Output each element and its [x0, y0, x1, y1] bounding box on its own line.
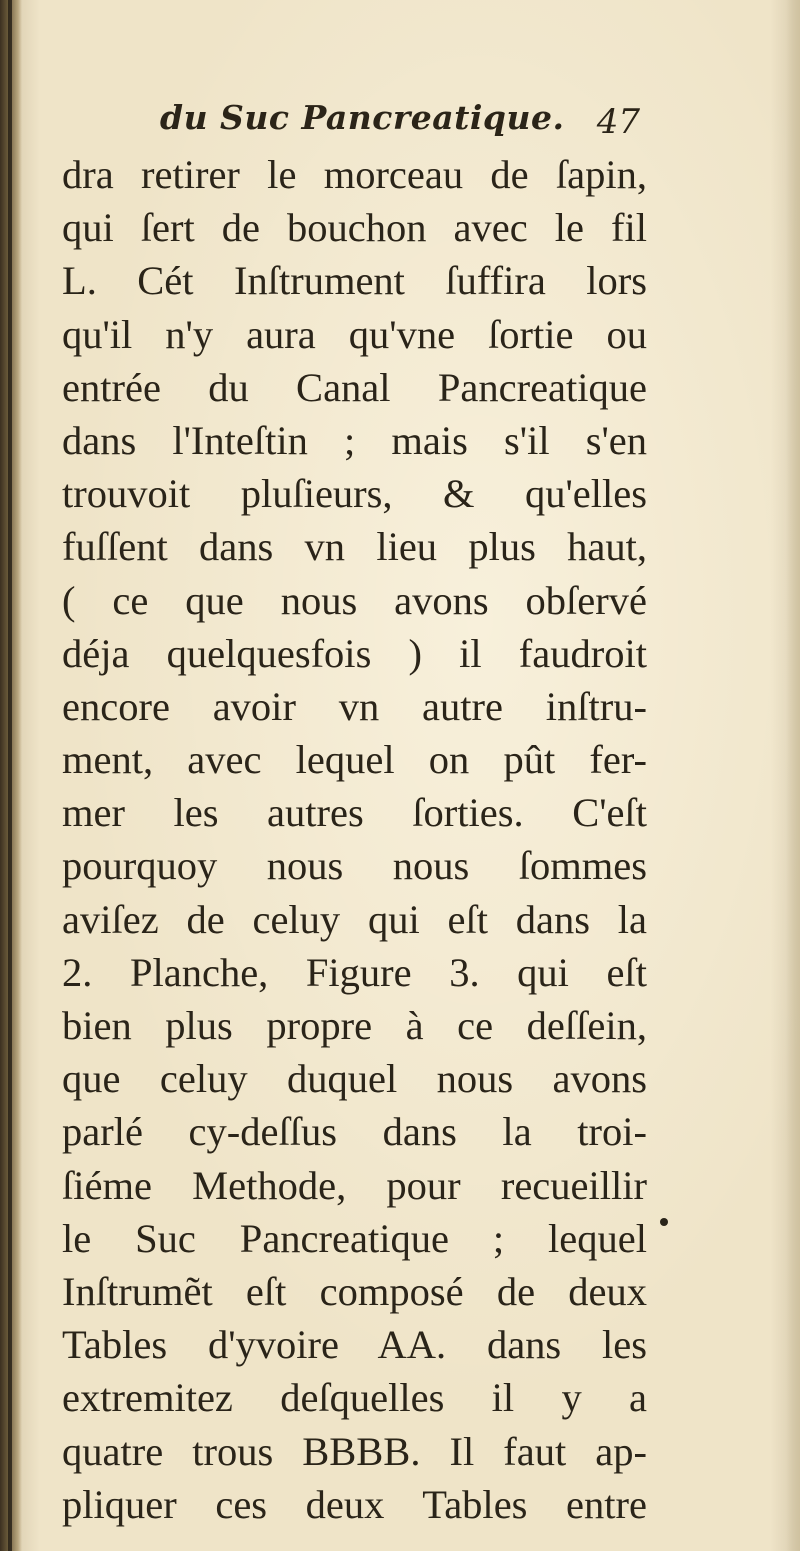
- text-line: fuſſent dans vn lieu plus haut,: [62, 524, 647, 570]
- page-right-edge: [786, 0, 800, 1551]
- text-line: encore avoir vn autre inſtru-: [62, 683, 647, 729]
- ink-speck: [660, 1218, 668, 1226]
- text-line: pourquoy nous nous ſommes: [62, 843, 647, 889]
- text-line: extremitez deſquelles il y a: [62, 1375, 647, 1421]
- text-line: qui ſert de bouchon avec le fil: [62, 205, 647, 251]
- text-line: déja quelquesfois ) il faudroit: [62, 630, 647, 676]
- text-line: Inſtrumẽt eſt composé de deux: [62, 1268, 647, 1314]
- text-line: qu'il n'y aura qu'vne ſortie ou: [62, 311, 647, 357]
- gutter-shadow-line: [8, 0, 12, 1551]
- page-number: 47: [596, 102, 640, 142]
- text-line: le Suc Pancreatique ; lequel: [62, 1215, 647, 1261]
- text-line: ment, avec lequel on pût fer-: [62, 737, 647, 783]
- text-line: mer les autres ſorties. C'eſt: [62, 790, 647, 836]
- text-line: parlé cy-deſſus dans la troi-: [62, 1109, 647, 1155]
- text-line: bien plus propre à ce deſſein,: [62, 1003, 647, 1048]
- body-text: [62, 148, 647, 1531]
- text-line: 2. Planche, Figure 3. qui eſt: [62, 949, 647, 995]
- text-line: que celuy duquel nous avons: [62, 1056, 647, 1102]
- text-line: pliquer ces deux Tables entre: [62, 1481, 647, 1527]
- page-header: [160, 98, 660, 150]
- text-line: ſiéme Methode, pour recueillir: [62, 1162, 647, 1208]
- text-line: ( ce que nous avons obſervé: [62, 577, 647, 623]
- text-line: dra retirer le morceau de ſapin,: [62, 152, 647, 197]
- text-line: trouvoit pluſieurs, & qu'elles: [62, 471, 647, 517]
- text-line: entrée du Canal Pancreatique: [62, 364, 647, 410]
- text-line: quatre trous BBBB. Il faut ap-: [62, 1428, 647, 1474]
- running-head: du Suc Pancreatique.: [160, 98, 565, 137]
- text-line: Tables d'yvoire AA. dans les: [62, 1322, 647, 1368]
- text-line: L. Cét Inſtrument ſuffira lors: [62, 258, 647, 304]
- text-line: dans l'Inteſtin ; mais s'il s'en: [62, 417, 647, 463]
- text-line: aviſez de celuy qui eſt dans la: [62, 896, 647, 942]
